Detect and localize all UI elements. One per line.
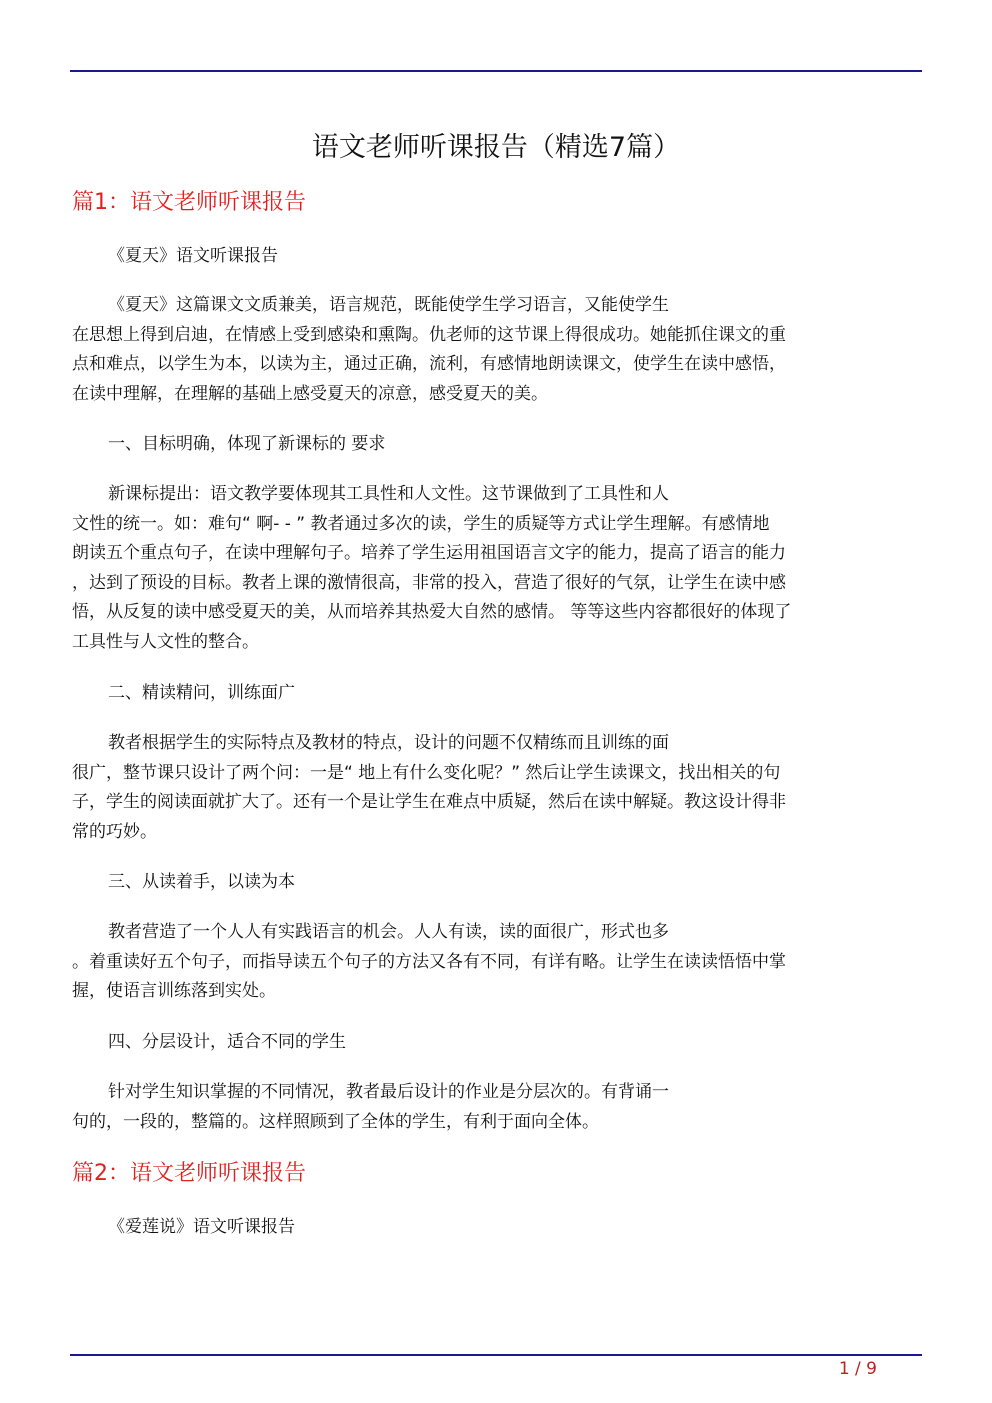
text-line: 很广，整节课只设计了两个问：一是“ 地上有什么变化呢？” 然后让学生读课文，找出相关的句: [72, 762, 781, 783]
page-number: 1 / 9: [838, 1359, 877, 1379]
text-line: 针对学生知识掌握的不同情况，教者最后设计的作业是分层次的。有背诵一: [108, 1082, 669, 1102]
text-line: 教者根据学生的实际特点及教材的特点，设计的问题不仅精练而且训练的面: [108, 733, 669, 753]
paragraph: [72, 729, 922, 847]
text-line: ，达到了预设的目标。教者上课的激情很高，非常的投入，营造了很好的气氛，让学生在读中感: [72, 572, 786, 593]
text-line: 教者营造了一个人人有实践语言的机会。人人有读，读的面很广，形式也多: [108, 922, 669, 942]
text-line: 新课标提出：语文教学要体现其工具性和人文性。这节课做到了工具性和人: [108, 484, 669, 504]
section-1-heading: 篇1：语文老师听课报告: [72, 190, 306, 215]
text-line: 二、精读精问，训练面广: [108, 683, 295, 703]
paragraph: [72, 480, 922, 658]
paragraph: [72, 1078, 922, 1137]
footer-rule: [70, 1354, 922, 1356]
section-2-heading: 篇2：语文老师听课报告: [72, 1161, 306, 1186]
text-line: 常的巧妙。: [72, 821, 157, 842]
text-line: 点和难点，以学生为本，以读为主，通过正确，流利，有感情地朗读课文，使学生在读中感悟，: [72, 354, 786, 375]
text-line: 四、分层设计，适合不同的学生: [108, 1032, 346, 1052]
text-line: 《夏天》语文听课报告: [108, 246, 278, 266]
text-line: 《爱莲说》语文听课报告: [108, 1217, 295, 1237]
paragraph: [72, 679, 922, 709]
text-line: 握，使语言训练落到实处。: [72, 981, 276, 1002]
text-line: 三、从读着手，以读为本: [108, 872, 295, 892]
text-line: 《夏天》这篇课文文质兼美，语言规范，既能使学生学习语言，又能使学生: [108, 295, 669, 315]
text-line: 工具性与人文性的整合。: [72, 631, 259, 652]
text-line: 一、目标明确，体现了新课标的 要求: [108, 434, 386, 454]
text-line: 悟，从反复的读中感受夏天的美，从而培养其热爱大自然的感情。 等等这些内容都很好的体现了: [72, 602, 792, 623]
paragraph: [72, 291, 922, 409]
paragraph: [72, 242, 922, 272]
text-line: 在读中理解，在理解的基础上感受夏天的凉意，感受夏天的美。: [72, 383, 548, 404]
text-line: 朗读五个重点句子，在读中理解句子。培养了学生运用祖国语言文字的能力，提高了语言的能力: [72, 543, 786, 564]
text-line: 文性的统一。如：难句“ 啊- - ” 教者通过多次的读，学生的质疑等方式让学生理解。有感情地: [72, 513, 770, 534]
paragraph: [72, 1028, 922, 1058]
paragraph: [72, 1213, 922, 1243]
text-line: 在思想上得到启迪，在情感上受到感染和熏陶。仇老师的这节课上得很成功。她能抓住课文的重: [72, 324, 786, 345]
header-rule: [70, 70, 922, 72]
paragraph: [72, 918, 922, 1007]
document-title: 语文老师听课报告（精选7篇）: [311, 132, 681, 163]
text-line: 子，学生的阅读面就扩大了。还有一个是让学生在难点中质疑，然后在读中解疑。教这设计得非: [72, 792, 786, 813]
paragraph: [72, 868, 922, 898]
paragraph: [72, 430, 922, 460]
text-line: 句的，一段的，整篇的。这样照顾到了全体的学生，有利于面向全体。: [72, 1111, 599, 1132]
text-line: 。着重读好五个句子，而指导读五个句子的方法又各有不同，有详有略。让学生在读读悟悟中掌: [72, 951, 786, 972]
